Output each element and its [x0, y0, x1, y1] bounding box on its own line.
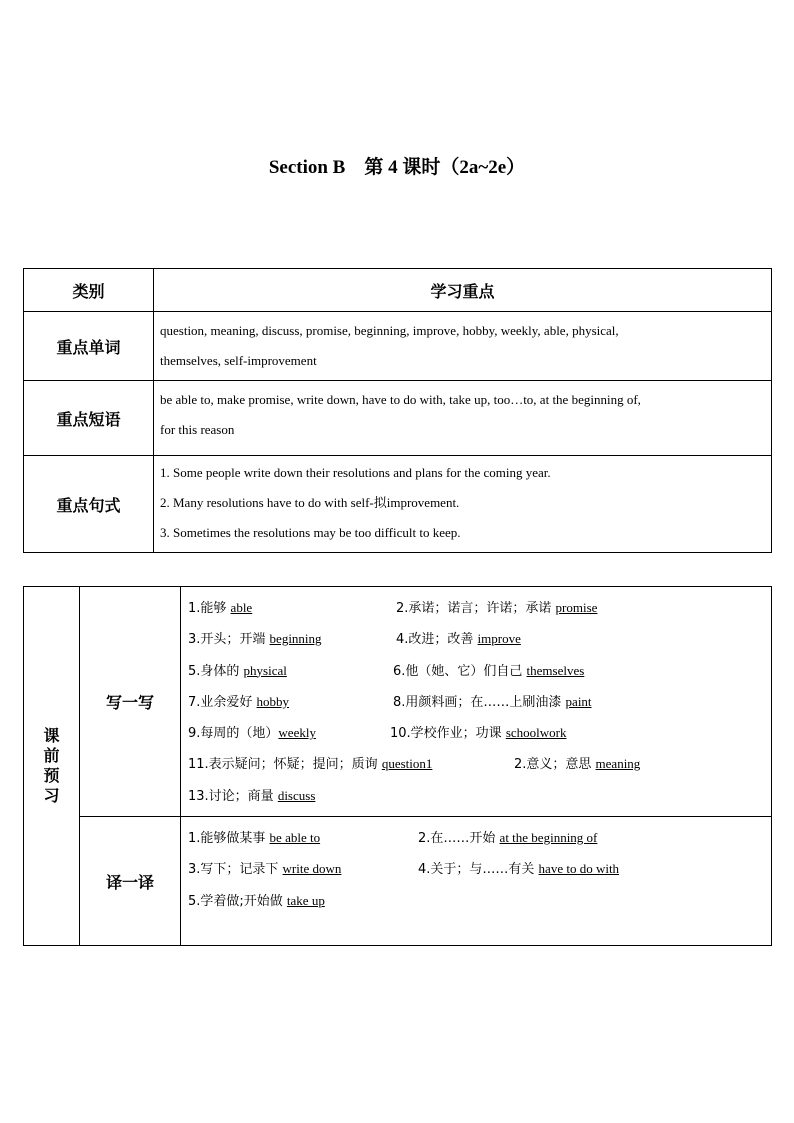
- exercise-prompt: 1.能够: [188, 601, 231, 616]
- exercise-prompt: 6.他（她、它）们自己: [393, 663, 527, 679]
- exercise-prompt: 5.学着做;开始做: [188, 893, 287, 909]
- exercise-row: [188, 717, 764, 748]
- exercise-item: [514, 748, 640, 780]
- exercise-prompt: 2.意义；意思: [514, 757, 596, 773]
- content-cell: [154, 381, 772, 456]
- exercise-item: [393, 686, 592, 718]
- preview-label-char: 前: [43, 746, 60, 766]
- exercise-answer: take up: [286, 892, 325, 908]
- exercise-row: [188, 655, 764, 686]
- exercise-answer: schoolwork: [505, 725, 567, 741]
- header-category: 类别: [24, 269, 154, 312]
- exercise-row: [188, 885, 764, 916]
- content-line: 3. Sometimes the resolutions may be too difficult to keep.: [160, 525, 461, 540]
- table-row: [24, 312, 772, 381]
- exercise-item: [396, 592, 597, 624]
- exercise-prompt: 9.每周的（地）: [188, 726, 279, 742]
- exercise-item: [188, 592, 396, 624]
- exercise-row: [188, 822, 764, 853]
- content-line: 2. Many resolutions have to do with self-拟improvement.: [160, 495, 460, 510]
- exercise-answer: able: [230, 600, 253, 615]
- exercise-row: [188, 748, 764, 779]
- category-cell: 重点短语: [24, 381, 154, 456]
- preview-label-char: 预: [43, 766, 60, 786]
- content-line: 1. Some people write down their resolutions and plans for the coming year.: [160, 465, 551, 480]
- exercise-item: [188, 822, 418, 854]
- content-cell: [154, 312, 772, 381]
- translate-section: [24, 817, 772, 946]
- exercise-answer: improve: [477, 631, 521, 647]
- exercise-prompt: 2.在……开始: [418, 831, 500, 847]
- exercise-answer: themselves: [526, 662, 585, 678]
- exercise-item: [188, 686, 393, 718]
- focus-table-header: [24, 269, 772, 312]
- exercise-answer: write down: [282, 861, 342, 877]
- page-title: Section B 第 4 课时（2a~2e）: [268, 157, 526, 178]
- exercise-prompt: 1.能够做某事: [188, 831, 270, 847]
- category-cell: 重点句式: [24, 456, 154, 553]
- exercise-answer: physical: [243, 662, 287, 678]
- exercise-answer: beginning: [269, 631, 322, 647]
- preview-label-char: 习: [43, 786, 60, 806]
- exercise-item: [393, 655, 584, 687]
- exercise-item: [418, 822, 597, 854]
- exercise-prompt: 4.改进；改善: [396, 632, 478, 648]
- exercise-prompt: 13.讨论；商量: [188, 788, 278, 804]
- exercise-answer: weekly: [278, 725, 316, 741]
- exercise-answer: be able to: [269, 830, 321, 846]
- content-cell: [154, 456, 772, 553]
- exercise-item: [188, 623, 396, 655]
- exercise-row: [188, 592, 764, 623]
- content-line: question, meaning, discuss, promise, beginning, improve, hobby, weekly, able, physical,: [160, 323, 619, 338]
- exercise-item: [188, 853, 418, 885]
- exercise-item: [396, 623, 521, 655]
- exercise-item: [188, 717, 390, 749]
- exercise-item: [188, 885, 325, 917]
- table-row: [24, 381, 772, 456]
- exercise-prompt: 3.开头；开端: [188, 632, 270, 648]
- content-line: for this reason: [160, 422, 235, 437]
- translate-label: 译一译: [80, 817, 181, 946]
- translate-items: [181, 817, 772, 946]
- exercise-answer: question1: [381, 756, 433, 772]
- preview-label: [24, 587, 80, 946]
- exercise-item: [188, 748, 514, 780]
- exercise-prompt: 2.承诺；诺言；许诺；承诺: [396, 601, 556, 616]
- exercise-answer: have to do with: [538, 861, 620, 877]
- exercise-prompt: 7.业余爱好: [188, 694, 257, 710]
- exercise-row: [188, 853, 764, 884]
- header-focus: 学习重点: [154, 269, 772, 312]
- category-cell: 重点单词: [24, 312, 154, 381]
- exercise-prompt: 5.身体的: [188, 663, 244, 679]
- exercise-answer: promise: [555, 600, 598, 615]
- focus-table: [23, 268, 772, 553]
- preview-table: [23, 586, 772, 946]
- exercise-row: [188, 686, 764, 717]
- exercise-prompt: 10.学校作业；功课: [390, 726, 506, 742]
- exercise-item: [418, 853, 619, 885]
- exercise-prompt: 8.用颜料画；在……上刷油漆: [393, 694, 566, 710]
- write-section: [24, 587, 772, 817]
- exercise-answer: meaning: [595, 756, 641, 772]
- exercise-prompt: 11.表示疑问；怀疑；提问；质询: [188, 757, 382, 773]
- write-label: 写一写: [80, 587, 181, 817]
- exercise-prompt: 4.关于；与……有关: [418, 862, 539, 878]
- exercise-row: [188, 623, 764, 654]
- write-items: [181, 587, 772, 817]
- exercise-item: [188, 655, 393, 687]
- exercise-row: [188, 780, 764, 811]
- exercise-item: [390, 717, 566, 749]
- exercise-answer: at the beginning of: [499, 830, 598, 846]
- exercise-answer: hobby: [256, 693, 290, 709]
- exercise-answer: paint: [565, 693, 592, 709]
- content-line: be able to, make promise, write down, have to do with, take up, too…to, at the beginning of,: [160, 392, 641, 407]
- table-row: [24, 456, 772, 553]
- exercise-prompt: 3.写下；记录下: [188, 862, 283, 878]
- content-line: themselves, self-improvement: [160, 353, 317, 368]
- exercise-item: [188, 780, 315, 812]
- preview-label-char: 课: [43, 726, 60, 746]
- exercise-answer: discuss: [277, 787, 316, 803]
